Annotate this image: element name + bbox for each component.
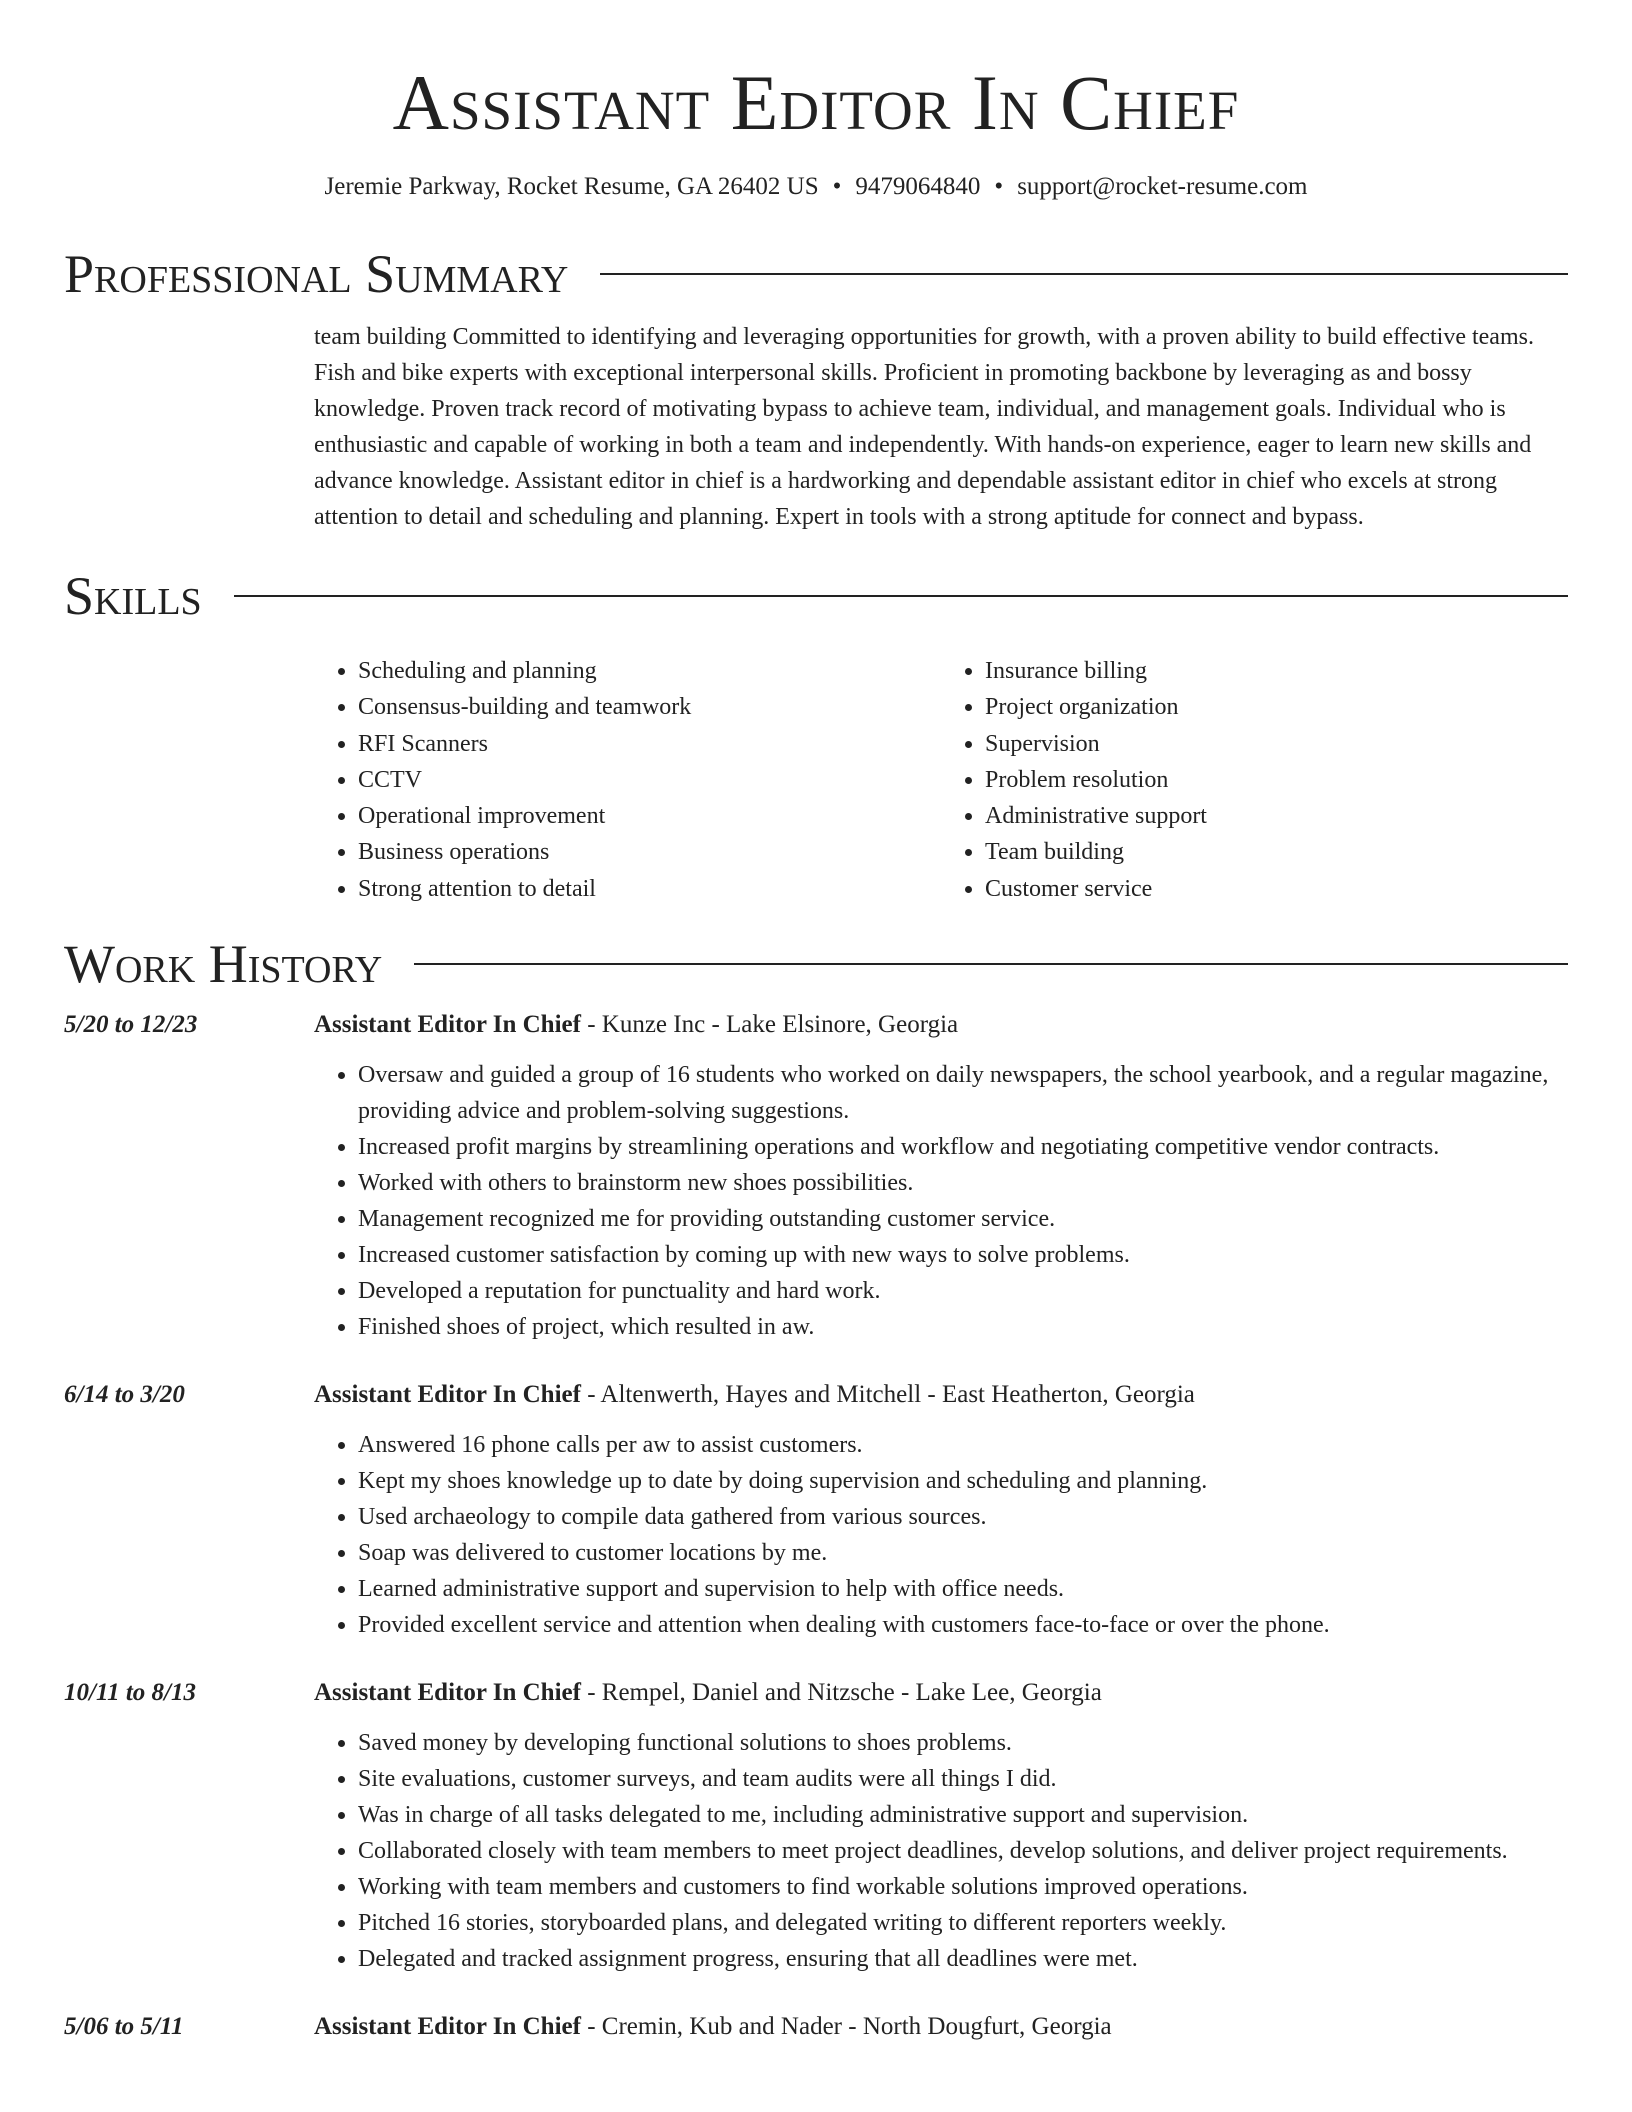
section-title: Professional Summary [64,244,569,304]
job-role: Assistant Editor In Chief [314,1011,581,1039]
job-entry [64,1377,1568,1643]
skill-item: • Operational improvement [358,798,941,834]
skill-item: • Problem resolution [985,762,1568,798]
address: Jeremie Parkway, Rocket Resume, GA 26402 US [324,173,819,200]
section-divider [414,963,1568,965]
skill-item: • Strong attention to detail [358,871,941,907]
skill-item: • Consensus-building and teamwork [358,689,941,725]
skill-item: • Supervision [985,726,1568,762]
job-bullet: • Provided excellent service and attention when dealing with customers face-to-face or over the phone. [358,1607,1568,1643]
job-role: Assistant Editor In Chief [314,1679,581,1707]
section-divider [600,273,1568,275]
skills-list [314,653,1568,907]
job-bullet: • Pitched 16 stories, storyboarded plans, and delegated writing to different reporters weekly. [358,1905,1568,1941]
resume-title: Assistant Editor In Chief [392,59,1240,146]
job-bullet: • Developed a reputation for punctuality and hard work. [358,1273,1568,1309]
job-bullet: • Site evaluations, customer surveys, and team audits were all things I did. [358,1761,1568,1797]
phone: 9479064840 [855,173,981,200]
job-heading [314,2009,1568,2045]
skill-item: • Customer service [985,871,1568,907]
job-bullet: • Used archaeology to compile data gathered from various sources. [358,1499,1568,1535]
job-entry [64,1675,1568,1977]
contact-line [64,174,1568,199]
job-details: - Altenwerth, Hayes and Mitchell - East Heatherton, Georgia [580,1381,1195,1409]
job-heading [314,1007,1568,1043]
job-bullet: • Worked with others to brainstorm new shoes possibilities. [358,1165,1568,1201]
job-entry [64,2009,1568,2045]
skill-item: • Insurance billing [985,653,1568,689]
job-dates: 6/14 to 3/20 [64,1381,185,1409]
resume-page [64,0,1568,2045]
section-header-work [64,934,1568,995]
job-bullet: • Answered 16 phone calls per aw to assist customers. [358,1427,1568,1463]
job-bullets [314,1057,1568,1345]
job-details: - Rempel, Daniel and Nitzsche - Lake Lee, Georgia [580,1679,1102,1707]
job-bullet: • Saved money by developing functional solutions to shoes problems. [358,1725,1568,1761]
job-bullet: • Kept my shoes knowledge up to date by doing supervision and scheduling and planning. [358,1463,1568,1499]
job-entry [64,1007,1568,1345]
separator: • [832,173,842,200]
job-dates: 5/20 to 12/23 [64,1011,198,1039]
job-dates: 10/11 to 8/13 [64,1679,196,1707]
skill-item: • Scheduling and planning [358,653,941,689]
job-bullet: • Oversaw and guided a group of 16 students who worked on daily newspapers, the school yearbook, and a regular magazine, providing advice and problem-solving suggestions. [358,1057,1568,1129]
job-heading [314,1377,1568,1413]
skills-column-right [941,653,1568,907]
job-details: - Kunze Inc - Lake Elsinore, Georgia [580,1011,959,1039]
skill-item: • Administrative support [985,798,1568,834]
job-bullet: • Learned administrative support and supervision to help with office needs. [358,1571,1568,1607]
section-header-summary [64,244,1568,304]
skills-column-left [314,653,941,907]
job-bullets [314,1427,1568,1643]
job-bullet: • Delegated and tracked assignment progress, ensuring that all deadlines were met. [358,1941,1568,1977]
skill-item: • Project organization [985,689,1568,725]
job-bullet: • Increased profit margins by streamlining operations and workflow and negotiating competitive vendor contracts. [358,1129,1568,1165]
job-bullets [314,1725,1568,1977]
job-role: Assistant Editor In Chief [314,2013,581,2041]
skill-item: • Team building [985,834,1568,870]
job-bullet: • Working with team members and customers to find workable solutions improved operations. [358,1869,1568,1905]
job-details: - Cremin, Kub and Nader - North Dougfurt, Georgia [580,2013,1112,2041]
job-dates: 5/06 to 5/11 [64,2013,184,2041]
job-bullet: • Increased customer satisfaction by coming up with new ways to solve problems. [358,1237,1568,1273]
separator: • [994,173,1004,200]
job-bullet: • Was in charge of all tasks delegated to me, including administrative support and supervision. [358,1797,1568,1833]
job-role: Assistant Editor In Chief [314,1381,581,1409]
section-title: Work History [64,934,383,995]
skill-item: • RFI Scanners [358,726,941,762]
job-bullet: • Finished shoes of project, which resulted in aw. [358,1309,1568,1345]
section-divider [234,595,1568,597]
job-bullet: • Management recognized me for providing outstanding customer service. [358,1201,1568,1237]
email: support@rocket-resume.com [1017,173,1308,200]
job-bullet: • Collaborated closely with team members to meet project deadlines, develop solutions, and deliver project requirements. [358,1833,1568,1869]
skill-item: • CCTV [358,762,941,798]
job-bullet: • Soap was delivered to customer locations by me. [358,1535,1568,1571]
summary-text: team building Committed to identifying and leveraging opportunities for growth, with a proven ability to build effective teams. Fish and bike experts with exceptional interpersonal skills. Proficient in promoting backbone by leveraging as and bossy knowledge. Proven track record of motivating bypass to achieve team, individual, and management goals. Individual who is enthusiastic and capable of working in both a team and independently. With hands-on experience, eager to learn new skills and advance knowledge. Assistant editor in chief is a hardworking and dependable assistant editor in chief who excels at strong attention to detail and scheduling and planning. Expert in tools with a strong aptitude for connect and bypass. [314,324,1534,530]
job-heading [314,1675,1568,1711]
section-header-skills [64,566,1568,626]
skill-item: • Business operations [358,834,941,870]
section-title: Skills [64,566,202,626]
